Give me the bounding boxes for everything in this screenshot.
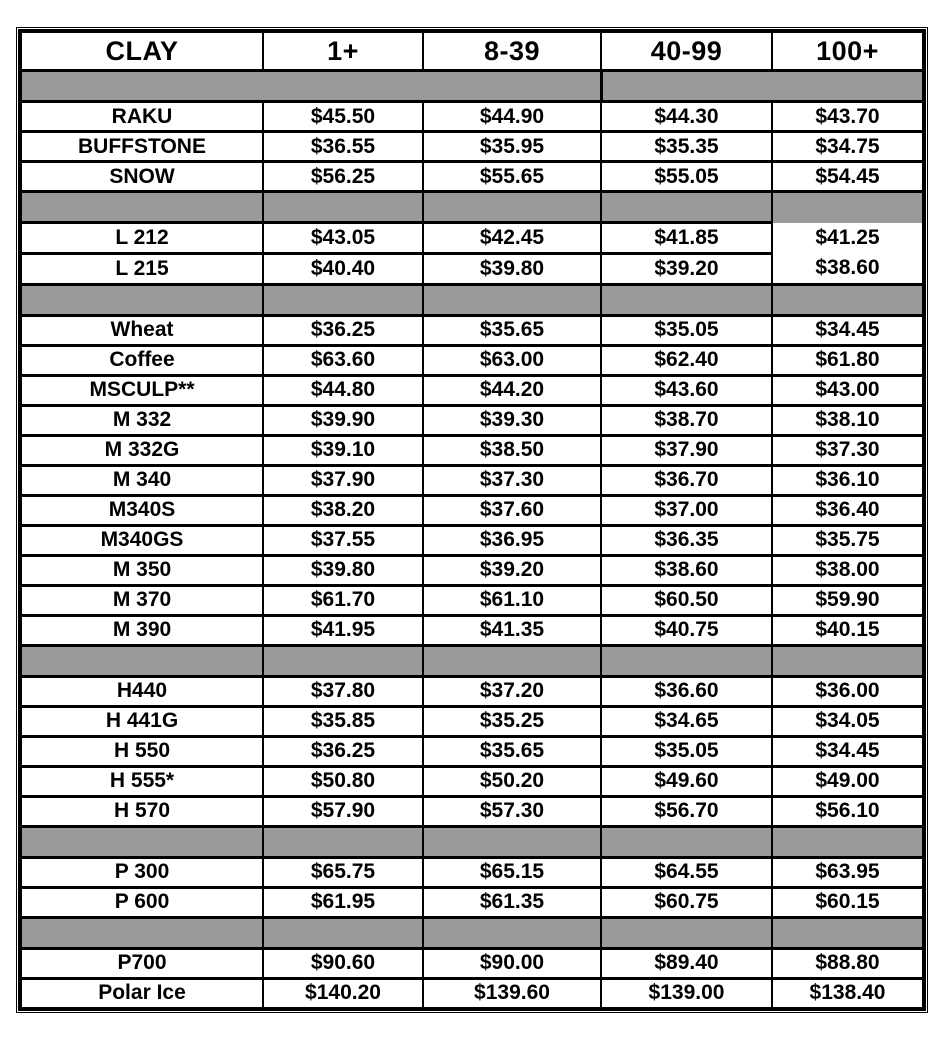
product-name-cell: P 600	[20, 887, 263, 917]
product-name-cell: M 350	[20, 555, 263, 585]
product-row	[20, 223, 924, 254]
separator-cell	[772, 284, 924, 315]
separator-row	[20, 645, 924, 676]
separator-cell	[772, 826, 924, 857]
price-cell: $36.25	[263, 315, 423, 345]
product-name-cell: P700	[20, 948, 263, 978]
product-row	[20, 345, 924, 375]
separator-cell	[263, 826, 423, 857]
price-cell: $38.50	[423, 435, 601, 465]
product-row	[20, 948, 924, 978]
price-cell: $57.90	[263, 796, 423, 826]
product-row	[20, 132, 924, 162]
price-cell: $37.90	[601, 435, 772, 465]
product-row	[20, 857, 924, 887]
price-cell: $40.40	[263, 253, 423, 284]
price-cell-merged	[772, 223, 924, 285]
price-cell: $139.60	[423, 978, 601, 1009]
separator-cell	[423, 71, 601, 102]
price-table-body	[20, 71, 924, 1009]
separator-cell	[601, 826, 772, 857]
product-row	[20, 796, 924, 826]
price-cell: $54.45	[772, 162, 924, 192]
separator-cell	[423, 192, 601, 223]
price-cell: $56.25	[263, 162, 423, 192]
price-cell: $59.90	[772, 585, 924, 615]
product-row	[20, 766, 924, 796]
product-name-cell: M 340	[20, 465, 263, 495]
price-cell: $57.30	[423, 796, 601, 826]
price-cell: $34.75	[772, 132, 924, 162]
price-cell: $55.65	[423, 162, 601, 192]
product-row	[20, 555, 924, 585]
price-cell: $64.55	[601, 857, 772, 887]
price-cell: $43.05	[263, 223, 423, 254]
column-header-100-: 100+	[772, 31, 924, 71]
price-cell: $90.60	[263, 948, 423, 978]
price-cell: $36.55	[263, 132, 423, 162]
product-name-cell: P 300	[20, 857, 263, 887]
price-cell: $41.85	[601, 223, 772, 254]
price-cell: $35.25	[423, 706, 601, 736]
product-row	[20, 435, 924, 465]
separator-cell	[263, 284, 423, 315]
product-name-cell: M340GS	[20, 525, 263, 555]
price-cell: $36.70	[601, 465, 772, 495]
product-row	[20, 676, 924, 706]
price-cell: $36.10	[772, 465, 924, 495]
separator-cell	[20, 192, 263, 223]
price-cell: $41.95	[263, 615, 423, 645]
header-row	[20, 31, 924, 71]
price-cell: $36.35	[601, 525, 772, 555]
product-row	[20, 162, 924, 192]
price-cell: $63.60	[263, 345, 423, 375]
product-name-cell: Polar Ice	[20, 978, 263, 1009]
separator-cell	[423, 917, 601, 948]
price-cell: $35.35	[601, 132, 772, 162]
separator-cell	[772, 192, 924, 223]
price-cell: $38.00	[772, 555, 924, 585]
price-cell: $34.65	[601, 706, 772, 736]
product-name-cell: L 212	[20, 223, 263, 254]
separator-cell	[601, 192, 772, 223]
price-cell: $39.80	[263, 555, 423, 585]
product-name-cell: H 550	[20, 736, 263, 766]
price-cell: $50.20	[423, 766, 601, 796]
price-cell: $36.25	[263, 736, 423, 766]
price-cell: $56.70	[601, 796, 772, 826]
price-cell: $40.75	[601, 615, 772, 645]
price-cell: $60.15	[772, 887, 924, 917]
price-cell: $38.20	[263, 495, 423, 525]
price-value: $41.25	[815, 225, 880, 249]
product-row	[20, 375, 924, 405]
price-cell: $61.70	[263, 585, 423, 615]
price-cell: $61.95	[263, 887, 423, 917]
price-cell: $44.20	[423, 375, 601, 405]
column-header-1-: 1+	[263, 31, 423, 71]
separator-cell	[423, 826, 601, 857]
price-cell: $35.95	[423, 132, 601, 162]
price-cell: $37.30	[772, 435, 924, 465]
product-row	[20, 465, 924, 495]
product-name-cell: Wheat	[20, 315, 263, 345]
product-name-cell: MSCULP**	[20, 375, 263, 405]
price-cell: $50.80	[263, 766, 423, 796]
product-name-cell: BUFFSTONE	[20, 132, 263, 162]
price-cell: $44.30	[601, 102, 772, 132]
price-cell: $36.00	[772, 676, 924, 706]
price-cell: $40.15	[772, 615, 924, 645]
price-cell: $89.40	[601, 948, 772, 978]
separator-cell	[263, 645, 423, 676]
separator-cell	[263, 71, 423, 102]
price-cell: $49.60	[601, 766, 772, 796]
price-cell: $39.20	[423, 555, 601, 585]
product-row	[20, 615, 924, 645]
separator-cell	[601, 284, 772, 315]
separator-row	[20, 917, 924, 948]
price-cell: $61.80	[772, 345, 924, 375]
price-cell: $55.05	[601, 162, 772, 192]
product-row	[20, 405, 924, 435]
product-row	[20, 736, 924, 766]
price-cell: $138.40	[772, 978, 924, 1009]
price-cell: $39.20	[601, 253, 772, 284]
price-cell: $35.05	[601, 315, 772, 345]
product-name-cell: H 441G	[20, 706, 263, 736]
price-cell: $61.10	[423, 585, 601, 615]
price-cell: $39.90	[263, 405, 423, 435]
product-name-cell: H 570	[20, 796, 263, 826]
price-cell: $39.30	[423, 405, 601, 435]
separator-cell	[772, 917, 924, 948]
product-row	[20, 706, 924, 736]
column-header-8-39: 8-39	[423, 31, 601, 71]
price-cell: $39.10	[263, 435, 423, 465]
price-cell: $38.70	[601, 405, 772, 435]
price-cell: $45.50	[263, 102, 423, 132]
price-cell: $35.85	[263, 706, 423, 736]
price-cell: $37.80	[263, 676, 423, 706]
separator-cell	[601, 645, 772, 676]
separator-cell	[20, 284, 263, 315]
separator-cell	[263, 192, 423, 223]
price-cell: $61.35	[423, 887, 601, 917]
price-cell: $38.10	[772, 405, 924, 435]
price-cell: $37.20	[423, 676, 601, 706]
product-row	[20, 315, 924, 345]
separator-cell	[423, 284, 601, 315]
column-header-40-99: 40-99	[601, 31, 772, 71]
separator-cell	[772, 71, 924, 102]
price-cell: $63.95	[772, 857, 924, 887]
price-cell: $35.05	[601, 736, 772, 766]
separator-cell	[20, 71, 263, 102]
price-cell: $35.65	[423, 736, 601, 766]
price-cell: $42.45	[423, 223, 601, 254]
product-name-cell: RAKU	[20, 102, 263, 132]
price-cell: $49.00	[772, 766, 924, 796]
product-name-cell: L 215	[20, 253, 263, 284]
separator-cell	[20, 645, 263, 676]
product-name-cell: M 370	[20, 585, 263, 615]
separator-cell	[601, 917, 772, 948]
separator-row	[20, 826, 924, 857]
column-header-clay: CLAY	[20, 31, 263, 71]
price-cell: $44.90	[423, 102, 601, 132]
product-name-cell: M 332	[20, 405, 263, 435]
price-cell: $63.00	[423, 345, 601, 375]
separator-row	[20, 192, 924, 223]
price-cell: $38.60	[601, 555, 772, 585]
price-cell: $139.00	[601, 978, 772, 1009]
separator-cell	[20, 826, 263, 857]
separator-row	[20, 284, 924, 315]
price-cell: $34.45	[772, 736, 924, 766]
price-cell: $43.70	[772, 102, 924, 132]
product-row	[20, 978, 924, 1009]
price-cell: $88.80	[772, 948, 924, 978]
price-cell: $65.75	[263, 857, 423, 887]
separator-cell	[601, 71, 772, 102]
price-cell: $34.05	[772, 706, 924, 736]
price-cell: $36.40	[772, 495, 924, 525]
price-cell: $60.50	[601, 585, 772, 615]
product-row	[20, 102, 924, 132]
product-row	[20, 495, 924, 525]
price-cell: $39.80	[423, 253, 601, 284]
price-cell: $43.00	[772, 375, 924, 405]
price-cell: $35.65	[423, 315, 601, 345]
product-row	[20, 887, 924, 917]
price-cell: $35.75	[772, 525, 924, 555]
price-value: $38.60	[815, 255, 880, 279]
price-cell: $37.60	[423, 495, 601, 525]
price-cell: $60.75	[601, 887, 772, 917]
price-cell: $37.90	[263, 465, 423, 495]
price-cell: $140.20	[263, 978, 423, 1009]
separator-cell	[263, 917, 423, 948]
separator-cell	[423, 645, 601, 676]
price-cell: $36.95	[423, 525, 601, 555]
product-row	[20, 585, 924, 615]
price-cell: $56.10	[772, 796, 924, 826]
product-name-cell: SNOW	[20, 162, 263, 192]
product-name-cell: H440	[20, 676, 263, 706]
price-cell: $37.30	[423, 465, 601, 495]
price-cell: $41.35	[423, 615, 601, 645]
price-cell: $44.80	[263, 375, 423, 405]
product-name-cell: M 332G	[20, 435, 263, 465]
product-name-cell: H 555*	[20, 766, 263, 796]
product-name-cell: M340S	[20, 495, 263, 525]
product-name-cell: M 390	[20, 615, 263, 645]
product-name-cell: Coffee	[20, 345, 263, 375]
product-row	[20, 525, 924, 555]
price-cell: $62.40	[601, 345, 772, 375]
separator-cell	[772, 645, 924, 676]
price-cell: $43.60	[601, 375, 772, 405]
price-cell: $36.60	[601, 676, 772, 706]
price-cell: $37.00	[601, 495, 772, 525]
separator-cell	[20, 917, 263, 948]
price-cell: $90.00	[423, 948, 601, 978]
price-cell: $34.45	[772, 315, 924, 345]
price-cell: $37.55	[263, 525, 423, 555]
separator-row	[20, 71, 924, 102]
price-cell: $65.15	[423, 857, 601, 887]
price-table	[18, 29, 926, 1011]
